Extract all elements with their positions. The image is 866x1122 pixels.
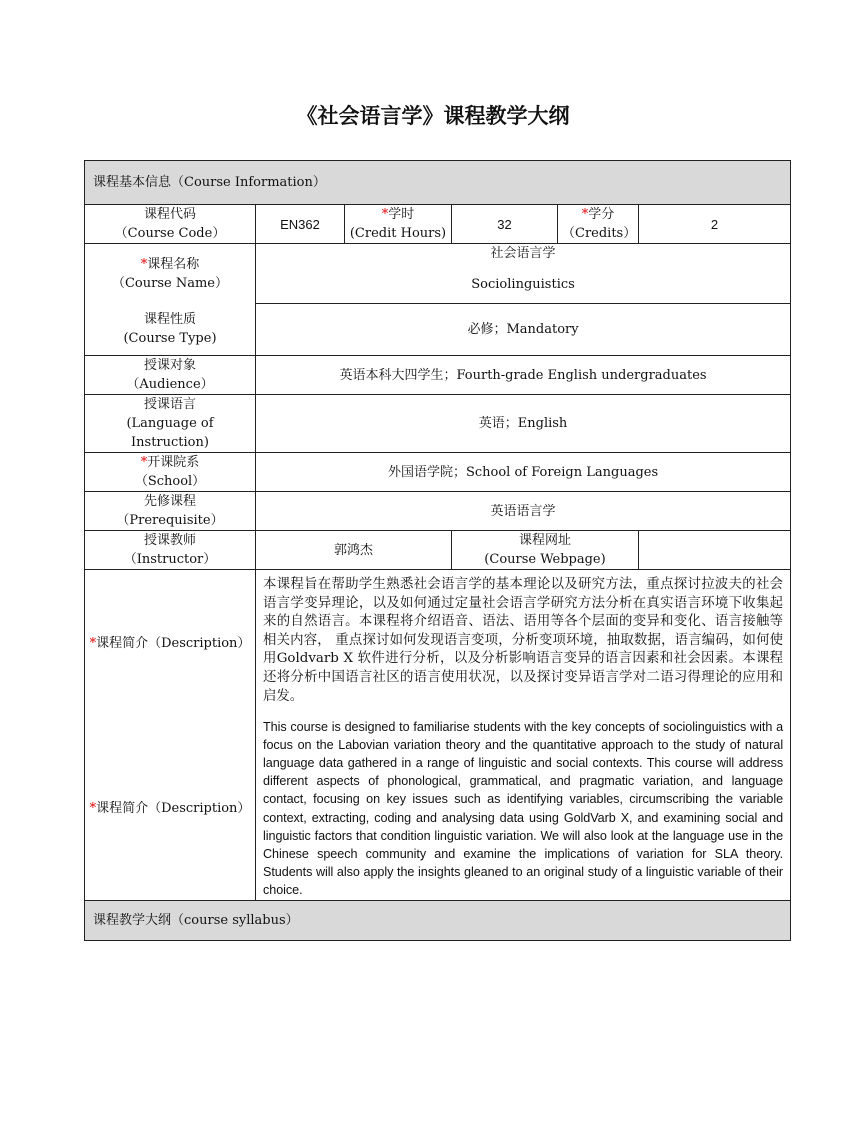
description-en-cell — [256, 718, 791, 901]
audience-label-zh: 授课对象 — [143, 358, 196, 373]
audience-label — [85, 356, 256, 395]
school-label — [85, 453, 256, 492]
instructor-label-en: （Instructor） — [123, 552, 217, 567]
audience-value: 英语本科大四学生；Fourth-grade English undergraduates — [256, 356, 791, 395]
school-label-en: （School） — [134, 474, 206, 489]
page-title: 《社会语言学》课程教学大纲 — [296, 103, 570, 128]
audience-label-en: （Audience） — [126, 377, 214, 392]
webpage-label — [452, 531, 639, 570]
course-syllabus-section-header: 课程教学大纲（course syllabus） — [85, 900, 791, 940]
course-info-section-row — [85, 161, 791, 205]
credits-label — [558, 205, 639, 244]
course-type-label-en: (Course Type) — [123, 331, 217, 347]
credits-label-zh: 学分 — [588, 207, 615, 222]
description-zh-row — [85, 570, 791, 718]
prerequisite-label-zh: 先修课程 — [143, 494, 196, 509]
description-en-row — [85, 718, 791, 901]
audience-row — [85, 356, 791, 395]
credits-label-en: （Credits） — [562, 226, 637, 241]
required-star: * — [140, 455, 148, 470]
credit-hours-label-zh: 学时 — [388, 207, 415, 222]
description-zh-text: 本课程旨在帮助学生熟悉社会语言学的基本理论以及研究方法，重点探讨拉波夫的社会语言学变异理论，以及如何通过定量社会语言学研究方法分析在真实语言环境下收集起来的自然语言。本课程将介绍语音、语法、语用等各个层面的变异和变化、语言接触等相关内容， 重点探讨如何发现语言变项，分析变项环境，抽取数据，语言编码，如何使用Goldvarb X 软件进行分析，以及分析影响语言变异的语言因素和社会因素。本课程还将分析中国语言社区的语言使用状况，以及探讨变异语言学对二语习得理论的应用和启发。 — [263, 577, 784, 704]
course-name-value-en: Sociolinguistics — [471, 277, 575, 292]
school-row — [85, 453, 791, 492]
webpage-value[interactable] — [639, 531, 791, 570]
course-code-label-en: （Course Code） — [114, 226, 226, 241]
required-star: * — [89, 636, 97, 652]
instructor-label — [85, 531, 256, 570]
course-code-label — [85, 205, 256, 244]
course-code-value: EN362 — [256, 205, 345, 244]
course-syllabus-section-row — [85, 900, 791, 940]
course-type-label — [85, 304, 256, 356]
language-value: 英语；English — [256, 395, 791, 453]
credit-hours-label — [345, 205, 452, 244]
language-label-zh: 授课语言 — [143, 397, 196, 412]
required-star: * — [89, 801, 97, 817]
instructor-label-zh: 授课教师 — [143, 533, 196, 548]
required-star: * — [381, 207, 389, 222]
course-name-label-en: （Course Name） — [111, 275, 228, 291]
course-name-row — [85, 244, 791, 304]
syllabus-table — [84, 160, 791, 941]
credit-hours-label-en: (Credit Hours) — [349, 226, 447, 241]
webpage-label-en: (Course Webpage) — [484, 552, 606, 567]
prerequisite-label-en: （Prerequisite） — [116, 513, 224, 528]
description-zh-label-text: 课程简介（Description） — [96, 636, 251, 652]
course-type-row — [85, 304, 791, 356]
webpage-label-zh: 课程网址 — [518, 533, 571, 548]
course-type-label-zh: 课程性质 — [143, 312, 196, 328]
prerequisite-value: 英语语言学 — [256, 492, 791, 531]
course-name-label-zh: 课程名称 — [147, 256, 200, 272]
language-label-en: (Language of Instruction) — [126, 416, 214, 450]
prerequisite-row — [85, 492, 791, 531]
instructor-row — [85, 531, 791, 570]
required-star: * — [581, 207, 589, 222]
description-en-label — [85, 718, 256, 901]
course-name-label — [85, 244, 256, 304]
credit-hours-value: 32 — [452, 205, 558, 244]
language-row — [85, 395, 791, 453]
description-en-text: This course is designed to familiarise students with the key concepts of sociolinguistics with a focus on the Labovian variation theory and the quantitative approach to the study of natural language data gathered in a range of linguistic and social contexts. This course will address different aspects of phonological, grammatical, and pragmatic variation, and language contact, focusing on key issues such as identifying variables, circumscribing the variable context, extracting, coding and analysing data using GoldVarb X, and examining social and linguistic factors that condition linguistic variation. We will also look at the language use in the Chinese speech community and examine the implications of variation for SLA theory. Students will also apply the insights gleaned to an original study of a linguistic variable of their choice. — [263, 719, 784, 898]
course-name-value — [256, 244, 791, 304]
required-star: * — [140, 256, 148, 272]
school-label-zh: 开课院系 — [147, 455, 200, 470]
course-type-value: 必修；Mandatory — [256, 304, 791, 356]
description-en-label-text: 课程简介（Description） — [96, 801, 251, 817]
credits-value: 2 — [639, 205, 791, 244]
school-value: 外国语学院；School of Foreign Languages — [256, 453, 791, 492]
instructor-value: 郭鸿杰 — [256, 531, 452, 570]
description-zh-label — [85, 570, 256, 718]
course-info-section-header: 课程基本信息（Course Information） — [85, 161, 791, 205]
language-label — [85, 395, 256, 453]
prerequisite-label — [85, 492, 256, 531]
course-code-label-zh: 课程代码 — [143, 207, 196, 222]
description-zh-cell — [256, 570, 791, 718]
course-code-row — [85, 205, 791, 244]
course-name-value-zh: 社会语言学 — [490, 246, 556, 261]
